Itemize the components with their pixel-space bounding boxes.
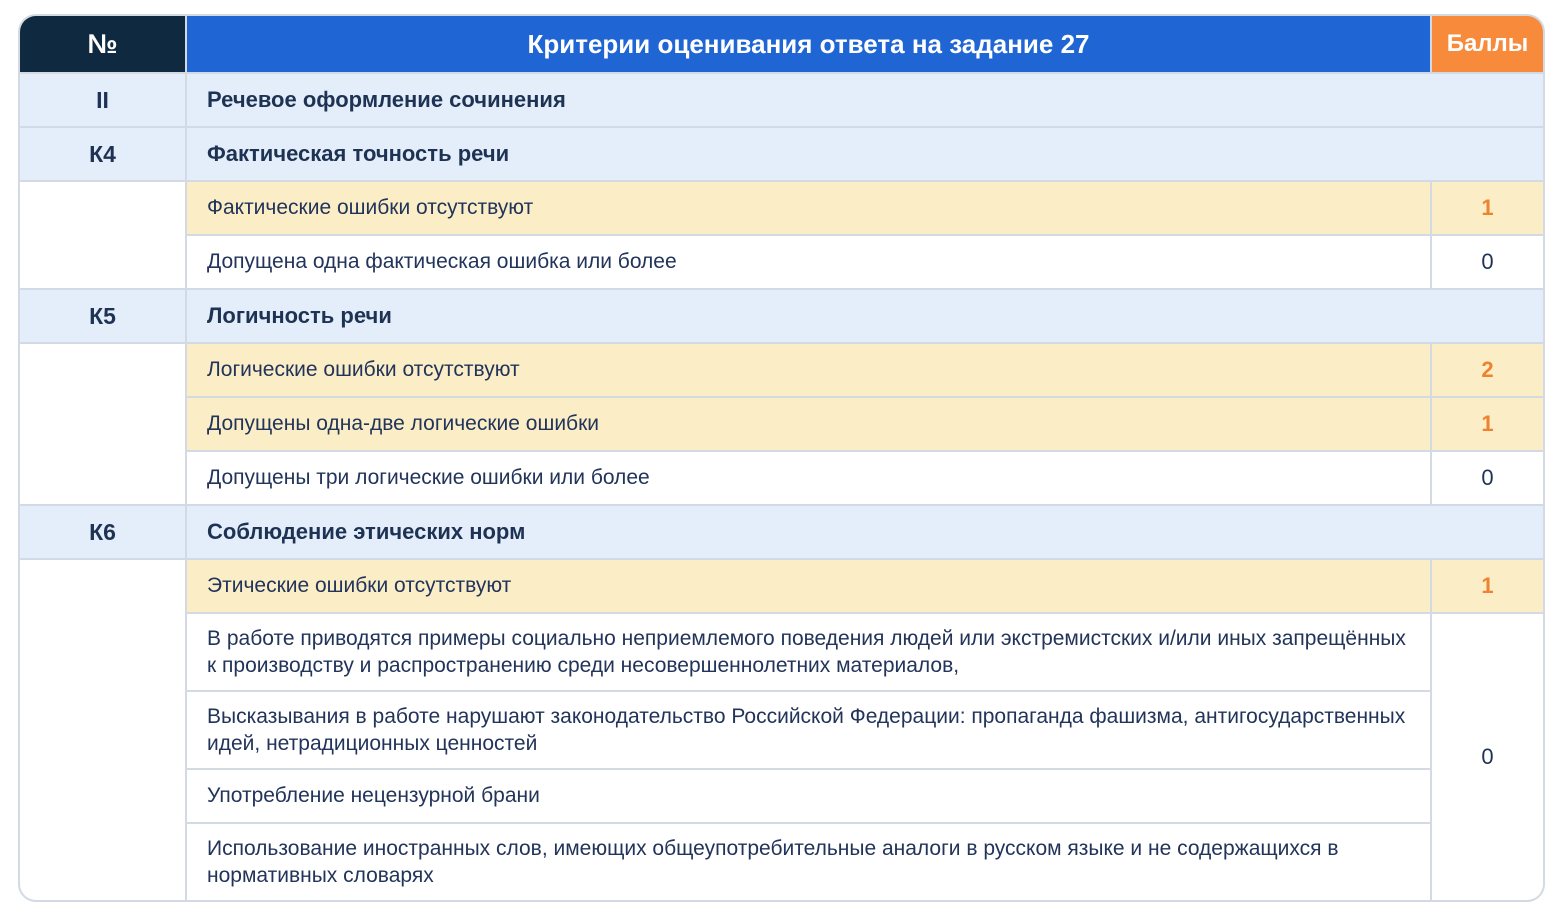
k5-number-spacer-cell — [20, 344, 185, 504]
criterion-cell: В работе приводятся примеры социально неприемлемого поведения людей или экстремистских и/или иных запрещённых к производству и распространению среди несовершеннолетних материалов, — [187, 614, 1430, 690]
k6-number-spacer-cell — [20, 560, 185, 900]
section-ii-number: II — [20, 74, 185, 126]
criterion-cell: Высказывания в работе нарушают законодательство Российской Федерации: пропаганда фашизма, антигосударственных идей, нетрадиционных ценностей — [187, 692, 1430, 768]
score-cell: 1 — [1432, 182, 1543, 234]
criteria-table — [18, 14, 1545, 902]
criterion-cell: Этические ошибки отсутствуют — [187, 560, 1430, 612]
section-k5-label: Логичность речи — [187, 290, 1543, 342]
score-cell: 1 — [1432, 398, 1543, 450]
section-k5-number: К5 — [20, 290, 185, 342]
score-cell: 0 — [1432, 452, 1543, 504]
criterion-cell: Логические ошибки отсутствуют — [187, 344, 1430, 396]
section-k4-number: К4 — [20, 128, 185, 180]
section-ii-label: Речевое оформление сочинения — [187, 74, 1543, 126]
header-number-cell: № — [20, 16, 185, 72]
section-k6-label: Соблюдение этических норм — [187, 506, 1543, 558]
criterion-cell: Использование иностранных слов, имеющих общеупотребительные аналоги в русском языке и не содержащихся в нормативных словарях — [187, 824, 1430, 900]
score-cell: 0 — [1432, 236, 1543, 288]
criterion-cell: Допущена одна фактическая ошибка или более — [187, 236, 1430, 288]
score-cell: 2 — [1432, 344, 1543, 396]
criterion-cell: Употребление нецензурной брани — [187, 770, 1430, 822]
k4-number-spacer-cell — [20, 182, 185, 288]
section-k6-number: К6 — [20, 506, 185, 558]
score-cell: 1 — [1432, 560, 1543, 612]
criterion-cell: Допущены одна-две логические ошибки — [187, 398, 1430, 450]
criterion-cell: Допущены три логические ошибки или более — [187, 452, 1430, 504]
criterion-cell: Фактические ошибки отсутствуют — [187, 182, 1430, 234]
header-title-cell: Критерии оценивания ответа на задание 27 — [187, 16, 1430, 72]
section-k4-label: Фактическая точность речи — [187, 128, 1543, 180]
header-score-cell: Баллы — [1432, 16, 1543, 72]
merged-score-cell: 0 — [1432, 614, 1543, 900]
